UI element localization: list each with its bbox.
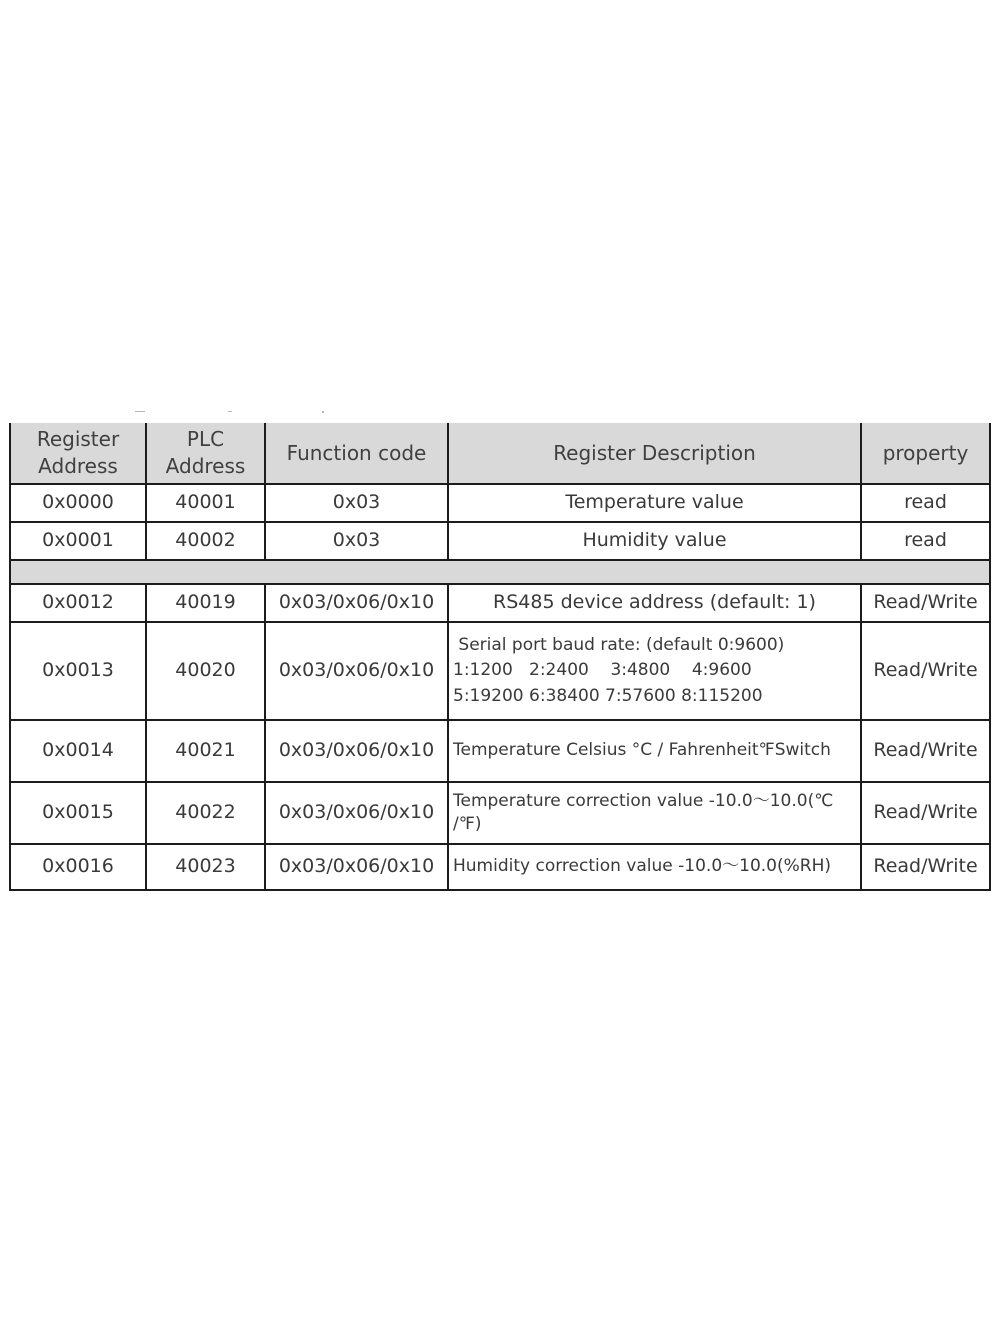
cell-description: Serial port baud rate: (default 0:9600) 1:1200 2:2400 3:4800 4:9600 5:19200 6:38400 7:57600 8:115200: [448, 622, 861, 720]
cell-function-code: 0x03: [265, 522, 448, 560]
cell-description: RS485 device address (default: 1): [448, 584, 861, 622]
cell-function-code: 0x03: [265, 484, 448, 522]
header-register-address: Register Address: [10, 423, 146, 484]
cell-register-address: 0x0013: [10, 622, 146, 720]
separator-row: [10, 560, 990, 584]
cell-description: Humidity value: [448, 522, 861, 560]
cell-plc-address: 40001: [146, 484, 265, 522]
cell-plc-address: 40023: [146, 844, 265, 890]
scan-speck: [322, 411, 324, 413]
cell-register-address: 0x0000: [10, 484, 146, 522]
cell-description: Temperature correction value -10.0～10.0(℃ /℉): [448, 782, 861, 844]
separator-cell: [10, 560, 990, 584]
cell-property: read: [861, 484, 990, 522]
header-register-description: Register Description: [448, 423, 861, 484]
cell-property: Read/Write: [861, 720, 990, 782]
cell-register-address: 0x0015: [10, 782, 146, 844]
table-header-row: [10, 423, 990, 484]
table-row: [10, 622, 990, 720]
table-row: [10, 782, 990, 844]
cell-register-address: 0x0012: [10, 584, 146, 622]
cell-function-code: 0x03/0x06/0x10: [265, 844, 448, 890]
cell-register-address: 0x0014: [10, 720, 146, 782]
cell-function-code: 0x03/0x06/0x10: [265, 782, 448, 844]
cell-register-address: 0x0016: [10, 844, 146, 890]
cell-property: Read/Write: [861, 622, 990, 720]
register-table: [9, 423, 991, 891]
table-row: [10, 844, 990, 890]
cell-plc-address: 40020: [146, 622, 265, 720]
cell-property: Read/Write: [861, 844, 990, 890]
table-row: [10, 522, 990, 560]
cell-plc-address: 40019: [146, 584, 265, 622]
table-row: [10, 584, 990, 622]
cell-plc-address: 40021: [146, 720, 265, 782]
scan-speck: [135, 411, 145, 412]
cell-function-code: 0x03/0x06/0x10: [265, 720, 448, 782]
cell-register-address: 0x0001: [10, 522, 146, 560]
scan-speck: [228, 411, 232, 412]
cell-property: Read/Write: [861, 782, 990, 844]
cell-plc-address: 40002: [146, 522, 265, 560]
cell-property: read: [861, 522, 990, 560]
cell-function-code: 0x03/0x06/0x10: [265, 622, 448, 720]
cell-description: Temperature Celsius °C / Fahrenheit℉Switch: [448, 720, 861, 782]
cell-description: Humidity correction value -10.0～10.0(%RH): [448, 844, 861, 890]
cell-description: Temperature value: [448, 484, 861, 522]
header-function-code: Function code: [265, 423, 448, 484]
cell-plc-address: 40022: [146, 782, 265, 844]
table-row: [10, 720, 990, 782]
header-property: property: [861, 423, 990, 484]
cell-property: Read/Write: [861, 584, 990, 622]
header-plc-address: PLC Address: [146, 423, 265, 484]
table-row: [10, 484, 990, 522]
cell-function-code: 0x03/0x06/0x10: [265, 584, 448, 622]
